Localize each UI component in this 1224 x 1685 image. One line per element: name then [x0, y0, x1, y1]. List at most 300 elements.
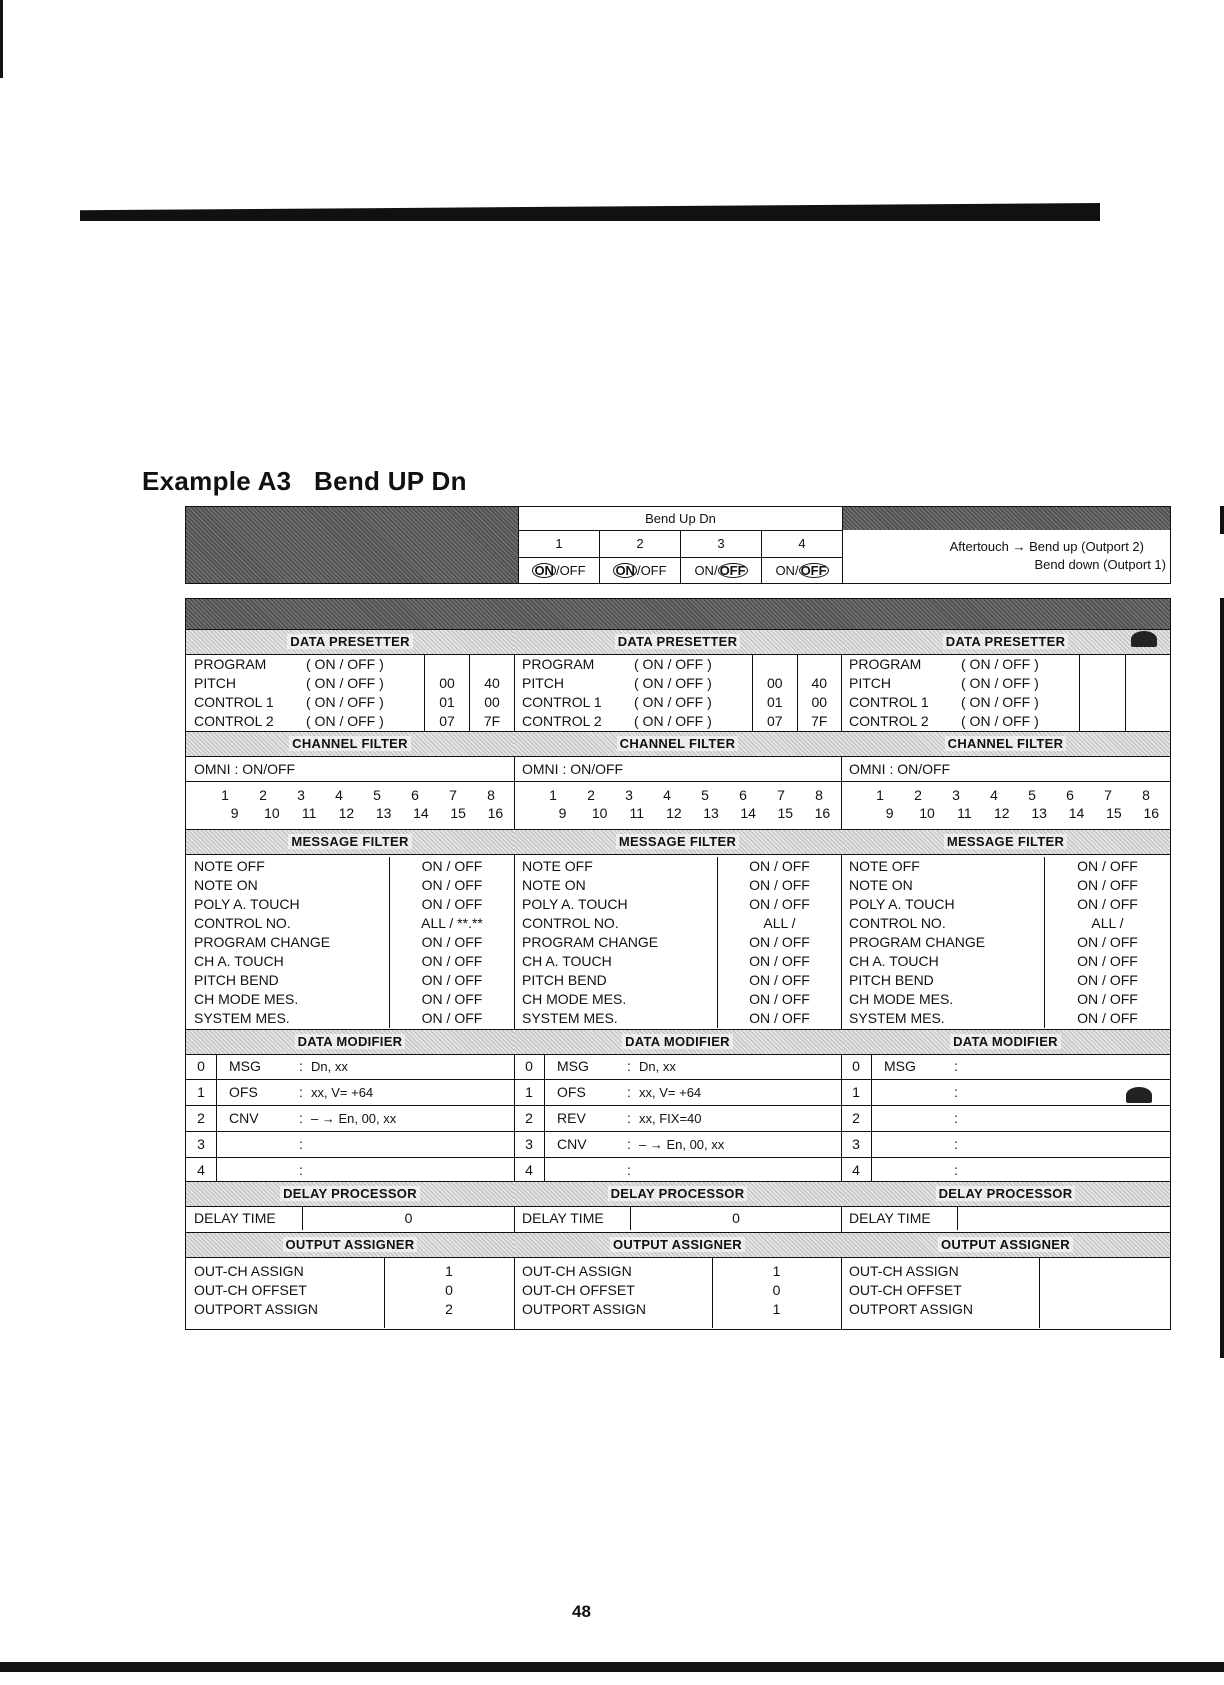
channel-block — [514, 757, 841, 822]
out-ch-assign-value — [1039, 1262, 1170, 1281]
settings-column — [841, 629, 1170, 1329]
message-name: CH MODE MES. — [849, 991, 954, 1007]
modifier-row — [186, 1106, 514, 1132]
section-data-modifier — [186, 1029, 514, 1055]
modifier-key: OFS — [229, 1084, 258, 1100]
message-name: CONTROL NO. — [522, 915, 619, 931]
settings-column — [186, 629, 515, 1329]
message-row — [841, 914, 1170, 933]
channel-number: 3 — [625, 787, 633, 803]
presetter-name: PROGRAM — [849, 656, 922, 672]
header-shade — [186, 507, 518, 583]
preset-col-state — [600, 558, 681, 584]
ink-blot — [1126, 1087, 1152, 1103]
message-row — [514, 952, 841, 971]
message-state: ON / OFF — [389, 1009, 514, 1028]
modifier-colon: : — [627, 1136, 631, 1152]
message-row — [514, 895, 841, 914]
message-state: ON / OFF — [1044, 971, 1170, 990]
message-row — [841, 876, 1170, 895]
presetter-value — [1080, 693, 1125, 712]
channel-row — [841, 786, 1170, 804]
presetter-row — [514, 693, 841, 712]
modifier-index: 3 — [186, 1132, 217, 1157]
modifier-colon: : — [954, 1136, 958, 1152]
presetter-value — [1080, 655, 1125, 674]
message-name: POLY A. TOUCH — [522, 896, 628, 912]
preset-col-num: 2 — [600, 531, 681, 557]
message-name: NOTE ON — [194, 877, 258, 893]
modifier-row — [841, 1080, 1170, 1106]
message-name: CH MODE MES. — [522, 991, 627, 1007]
modifier-colon: : — [954, 1058, 958, 1074]
output-divider — [384, 1258, 385, 1328]
channel-number: 7 — [1104, 787, 1112, 803]
modifier-index: 4 — [841, 1158, 872, 1183]
message-row — [514, 971, 841, 990]
section-output-assigner — [514, 1232, 841, 1258]
outport-assign-label: OUTPORT ASSIGN — [522, 1301, 646, 1317]
presetter-value — [469, 655, 514, 674]
modifier-value — [966, 1106, 1170, 1131]
out-ch-offset-label: OUT-CH OFFSET — [194, 1282, 307, 1298]
preset-col-num: 1 — [519, 531, 600, 557]
channel-number: 11 — [957, 805, 972, 821]
presetter-block — [514, 655, 841, 731]
delay-time-value: 0 — [404, 1210, 413, 1226]
message-state: ON / OFF — [1044, 990, 1170, 1009]
message-row — [186, 895, 514, 914]
message-row — [841, 990, 1170, 1009]
channel-number: 9 — [230, 805, 239, 821]
header-rule — [80, 203, 1100, 221]
modifier-row — [186, 1158, 514, 1183]
modifier-value: Dn, xx — [311, 1059, 348, 1074]
presetter-name: PROGRAM — [194, 656, 267, 672]
presetter-name: PITCH — [194, 675, 236, 691]
section-message-filter — [841, 829, 1170, 855]
modifier-row — [841, 1132, 1170, 1158]
channel-number: 4 — [663, 787, 671, 803]
presetter-row — [186, 712, 514, 731]
page-title: Example A3 Bend UP Dn — [142, 466, 467, 496]
message-state: ON / OFF — [389, 933, 514, 952]
modifier-index: 1 — [186, 1080, 217, 1105]
preset-col-num: 3 — [681, 531, 762, 557]
modifier-value — [966, 1054, 1170, 1079]
modifier-value: Dn, xx — [639, 1059, 676, 1074]
delay-block — [186, 1206, 514, 1230]
preset-name: Bend Up Dn — [519, 507, 842, 531]
channel-number: 10 — [919, 805, 935, 821]
preset-col-state — [762, 558, 842, 584]
channel-number: 1 — [549, 787, 557, 803]
message-block — [514, 857, 841, 1028]
channel-number: 1 — [221, 787, 229, 803]
modifier-index: 1 — [841, 1080, 872, 1105]
section-label: DELAY PROCESSOR — [936, 1186, 1076, 1201]
setting-table — [185, 598, 1171, 1330]
message-name: CONTROL NO. — [194, 915, 291, 931]
channel-row — [514, 804, 841, 822]
section-data-modifier — [841, 1029, 1170, 1055]
output-block — [186, 1258, 514, 1328]
modifier-index: 4 — [514, 1158, 545, 1183]
presetter-row — [186, 693, 514, 712]
channel-number: 2 — [914, 787, 922, 803]
channel-number: 15 — [1106, 805, 1122, 821]
preset-note — [843, 530, 1170, 583]
out-ch-offset-value — [1039, 1281, 1170, 1300]
message-row — [514, 857, 841, 876]
omni-setting: OMNI : ON/OFF — [186, 757, 514, 782]
modifier-index: 4 — [186, 1158, 217, 1183]
modifier-colon: : — [954, 1162, 958, 1178]
modifier-row — [186, 1132, 514, 1158]
message-row — [186, 1009, 514, 1028]
presetter-value: 40 — [469, 674, 514, 693]
presetter-row — [186, 655, 514, 674]
out-ch-assign-value: 1 — [445, 1263, 453, 1279]
message-state: ON / OFF — [717, 895, 841, 914]
delay-time-label: DELAY TIME — [514, 1206, 631, 1230]
presetter-row — [514, 674, 841, 693]
footer-rule — [0, 1662, 1224, 1672]
modifier-colon: : — [627, 1110, 631, 1126]
presetter-name: CONTROL 2 — [849, 713, 929, 729]
channel-number: 9 — [558, 805, 567, 821]
channel-number: 12 — [994, 805, 1010, 821]
message-row — [186, 914, 514, 933]
message-name: PROGRAM CHANGE — [194, 934, 331, 950]
message-name: NOTE OFF — [522, 858, 593, 874]
modifier-key — [872, 1080, 946, 1105]
modifier-row — [841, 1054, 1170, 1080]
presetter-state: ( ON / OFF ) — [634, 675, 712, 691]
output-divider — [1039, 1258, 1040, 1328]
modifier-index: 2 — [841, 1106, 872, 1131]
message-state: ON / OFF — [717, 971, 841, 990]
message-state: ON / OFF — [389, 971, 514, 990]
message-row — [514, 914, 841, 933]
omni-setting: OMNI : ON/OFF — [514, 757, 841, 782]
message-state: ALL / — [717, 914, 841, 933]
channel-number: 11 — [301, 805, 317, 821]
channel-row — [514, 786, 841, 804]
message-state: ON / OFF — [389, 990, 514, 1009]
outport-assign-label: OUTPORT ASSIGN — [849, 1301, 973, 1317]
presetter-value — [753, 655, 797, 674]
section-delay-processor — [186, 1181, 514, 1207]
note-line: Aftertouch → Bend up (Outport 2) — [949, 539, 1144, 554]
message-row — [514, 876, 841, 895]
delay-time-label: DELAY TIME — [186, 1206, 303, 1230]
out-ch-offset-label: OUT-CH OFFSET — [522, 1282, 635, 1298]
section-label: DATA MODIFIER — [295, 1034, 406, 1049]
section-message-filter — [186, 829, 514, 855]
presetter-state: ( ON / OFF ) — [634, 694, 712, 710]
presetter-name: CONTROL 2 — [194, 713, 274, 729]
message-name: SYSTEM MES. — [849, 1010, 945, 1026]
settings-column — [514, 629, 842, 1329]
message-state: ON / OFF — [1044, 876, 1170, 895]
message-row — [186, 857, 514, 876]
channel-number: 5 — [701, 787, 709, 803]
presetter-value: 07 — [439, 713, 455, 729]
presetter-value: 40 — [797, 674, 842, 693]
message-name: PITCH BEND — [522, 972, 607, 988]
channel-number: 16 — [814, 805, 831, 821]
out-ch-offset-value: 0 — [445, 1282, 453, 1298]
modifier-key — [872, 1132, 946, 1157]
modifier-index: 2 — [514, 1106, 545, 1131]
presetter-state: ( ON / OFF ) — [306, 675, 384, 691]
presetter-name: CONTROL 1 — [849, 694, 929, 710]
message-name: NOTE ON — [849, 877, 913, 893]
message-name: CH MODE MES. — [194, 991, 299, 1007]
message-state: ON / OFF — [717, 876, 841, 895]
message-state: ON / OFF — [389, 876, 514, 895]
modifier-colon: : — [299, 1110, 303, 1126]
modifier-colon: : — [627, 1058, 631, 1074]
channel-number: 10 — [591, 805, 608, 821]
presetter-value: 00 — [797, 693, 842, 712]
section-output-assigner — [186, 1232, 514, 1258]
presetter-value — [1125, 655, 1171, 674]
delay-time-value: 0 — [732, 1210, 740, 1226]
modifier-row — [841, 1158, 1170, 1183]
message-name: NOTE OFF — [849, 858, 920, 874]
modifier-index: 0 — [186, 1054, 217, 1079]
message-name: CH A. TOUCH — [849, 953, 939, 969]
scan-margin-mark — [0, 0, 3, 78]
presetter-row — [514, 712, 841, 731]
presetter-row — [841, 693, 1170, 712]
modifier-value: xx, FIX=40 — [639, 1111, 702, 1126]
message-state: ON / OFF — [717, 933, 841, 952]
channel-number: 14 — [413, 805, 429, 821]
message-row — [841, 1009, 1170, 1028]
section-data-modifier — [514, 1029, 841, 1055]
message-block — [841, 857, 1170, 1028]
modifier-colon: : — [627, 1084, 631, 1100]
presetter-value — [1080, 712, 1125, 731]
message-state: ALL / — [1044, 914, 1170, 933]
presetter-value: 00 — [469, 693, 514, 712]
section-delay-processor — [841, 1181, 1170, 1207]
section-label: CHANNEL FILTER — [617, 736, 739, 751]
channel-number: 13 — [1031, 805, 1047, 821]
modifier-row — [186, 1054, 514, 1080]
channel-row — [186, 786, 514, 804]
presetter-state: ( ON / OFF ) — [634, 713, 712, 729]
modifier-row — [514, 1080, 841, 1106]
message-name: SYSTEM MES. — [194, 1010, 290, 1026]
message-state: ON / OFF — [389, 952, 514, 971]
presetter-state: ( ON / OFF ) — [306, 713, 384, 729]
message-row — [841, 895, 1170, 914]
section-label: DATA PRESETTER — [287, 634, 413, 649]
channel-number: 7 — [449, 787, 457, 803]
channel-number: 6 — [411, 787, 419, 803]
channel-number: 13 — [703, 805, 719, 821]
modifier-row — [186, 1080, 514, 1106]
presetter-value — [1125, 693, 1171, 712]
state-off: OFF — [719, 563, 746, 578]
message-state: ON / OFF — [717, 952, 841, 971]
channel-number: 9 — [885, 805, 894, 821]
modifier-index: 3 — [514, 1132, 545, 1157]
message-row — [186, 990, 514, 1009]
message-name: PROGRAM CHANGE — [849, 934, 986, 950]
modifier-value — [311, 1158, 514, 1183]
message-row — [841, 971, 1170, 990]
presetter-name: PITCH — [849, 675, 891, 691]
presetter-row — [841, 655, 1170, 674]
message-state: ON / OFF — [1044, 895, 1170, 914]
channel-number: 12 — [338, 805, 355, 821]
presetter-state: ( ON / OFF ) — [961, 675, 1039, 691]
modifier-value: xx, V= +64 — [639, 1085, 702, 1100]
note-line: Bend down (Outport 1) — [1034, 557, 1166, 572]
presetter-row — [841, 712, 1170, 731]
message-row — [841, 933, 1170, 952]
presetter-value: 7F — [469, 712, 514, 731]
section-label: DELAY PROCESSOR — [280, 1186, 420, 1201]
presetter-value: 00 — [439, 675, 455, 691]
header-shade — [843, 507, 1170, 530]
modifier-block — [841, 1054, 1170, 1183]
channel-number: 14 — [740, 805, 756, 821]
message-state: ON / OFF — [1044, 857, 1170, 876]
out-ch-offset-value: 0 — [772, 1282, 781, 1298]
outport-assign-value: 1 — [772, 1301, 781, 1317]
section-delay-processor — [514, 1181, 841, 1207]
outport-assign-label: OUTPORT ASSIGN — [194, 1301, 318, 1317]
modifier-value — [966, 1132, 1170, 1157]
section-label: OUTPUT ASSIGNER — [283, 1237, 418, 1252]
section-label: MESSAGE FILTER — [288, 834, 411, 849]
message-name: CH A. TOUCH — [194, 953, 284, 969]
message-state: ON / OFF — [1044, 933, 1170, 952]
state-on: ON — [615, 563, 635, 578]
presetter-block — [841, 655, 1170, 731]
message-name: NOTE OFF — [194, 858, 265, 874]
presetter-row — [841, 674, 1170, 693]
presetter-state: ( ON / OFF ) — [961, 656, 1039, 672]
message-state: ON / OFF — [389, 857, 514, 876]
channel-number: 16 — [487, 805, 504, 821]
out-ch-assign-label: OUT-CH ASSIGN — [194, 1263, 304, 1279]
channel-number: 15 — [777, 805, 794, 821]
channel-number: 3 — [297, 787, 305, 803]
message-name: PROGRAM CHANGE — [522, 934, 659, 950]
presetter-block — [186, 655, 514, 731]
channel-row — [186, 804, 514, 822]
presetter-value — [425, 655, 469, 674]
state-sep: / — [713, 563, 718, 578]
channel-number: 11 — [629, 805, 645, 821]
message-state: ALL / **.** — [389, 914, 514, 933]
message-name: CONTROL NO. — [849, 915, 946, 931]
presetter-value: 01 — [766, 694, 783, 710]
section-label: CHANNEL FILTER — [945, 736, 1067, 751]
modifier-index: 1 — [514, 1080, 545, 1105]
preset-col-state — [681, 558, 762, 584]
message-name: PITCH BEND — [194, 972, 279, 988]
presetter-name: PROGRAM — [522, 656, 595, 672]
modifier-key: CNV — [229, 1110, 259, 1126]
presetter-row — [514, 655, 841, 674]
state-sep: / — [794, 563, 799, 578]
modifier-colon: : — [299, 1162, 303, 1178]
modifier-block — [186, 1054, 514, 1183]
section-data-presetter — [841, 629, 1170, 655]
modifier-key — [217, 1132, 291, 1157]
modifier-key: MSG — [229, 1058, 261, 1074]
section-label: MESSAGE FILTER — [616, 834, 739, 849]
outport-assign-value: 2 — [445, 1301, 453, 1317]
section-label: DELAY PROCESSOR — [608, 1186, 748, 1201]
modifier-colon: : — [954, 1110, 958, 1126]
channel-number: 4 — [990, 787, 998, 803]
preset-columns — [518, 507, 843, 583]
channel-number: 14 — [1068, 805, 1085, 821]
modifier-index: 0 — [514, 1054, 545, 1079]
message-name: SYSTEM MES. — [522, 1010, 618, 1026]
message-name: POLY A. TOUCH — [849, 896, 955, 912]
channel-number: 12 — [666, 805, 682, 821]
section-message-filter — [514, 829, 841, 855]
message-row — [841, 857, 1170, 876]
state-on: ON — [694, 563, 714, 578]
outport-assign-value — [1039, 1300, 1170, 1319]
channel-row — [841, 804, 1170, 822]
modifier-value: xx, V= +64 — [311, 1085, 374, 1100]
omni-setting: OMNI : ON/OFF — [841, 757, 1170, 782]
modifier-row — [514, 1132, 841, 1158]
presetter-name: CONTROL 1 — [194, 694, 274, 710]
modifier-colon: : — [299, 1136, 303, 1152]
section-data-presetter — [514, 629, 841, 655]
modifier-index: 0 — [841, 1054, 872, 1079]
modifier-colon: : — [299, 1058, 303, 1074]
section-label: DATA MODIFIER — [622, 1034, 733, 1049]
message-state: ON / OFF — [1044, 952, 1170, 971]
message-name: POLY A. TOUCH — [194, 896, 300, 912]
message-row — [186, 971, 514, 990]
state-sep: / — [636, 563, 641, 578]
state-off: OFF — [800, 563, 827, 578]
presetter-state: ( ON / OFF ) — [961, 694, 1039, 710]
message-row — [514, 933, 841, 952]
message-row — [186, 952, 514, 971]
presetter-row — [186, 674, 514, 693]
channel-number: 7 — [777, 787, 785, 803]
presetter-state: ( ON / OFF ) — [306, 694, 384, 710]
modifier-key: OFS — [557, 1084, 586, 1100]
channel-number: 8 — [815, 787, 823, 803]
channel-number: 8 — [1142, 787, 1150, 803]
channel-number: 16 — [1143, 805, 1160, 821]
modifier-key — [545, 1158, 619, 1183]
presetter-value: 00 — [766, 675, 783, 691]
message-state: ON / OFF — [717, 1009, 841, 1028]
modifier-value: – → En, 00, xx — [311, 1111, 397, 1126]
delay-time-label: DELAY TIME — [841, 1206, 958, 1230]
section-channel-filter — [186, 731, 514, 757]
message-state: ON / OFF — [1044, 1009, 1170, 1028]
